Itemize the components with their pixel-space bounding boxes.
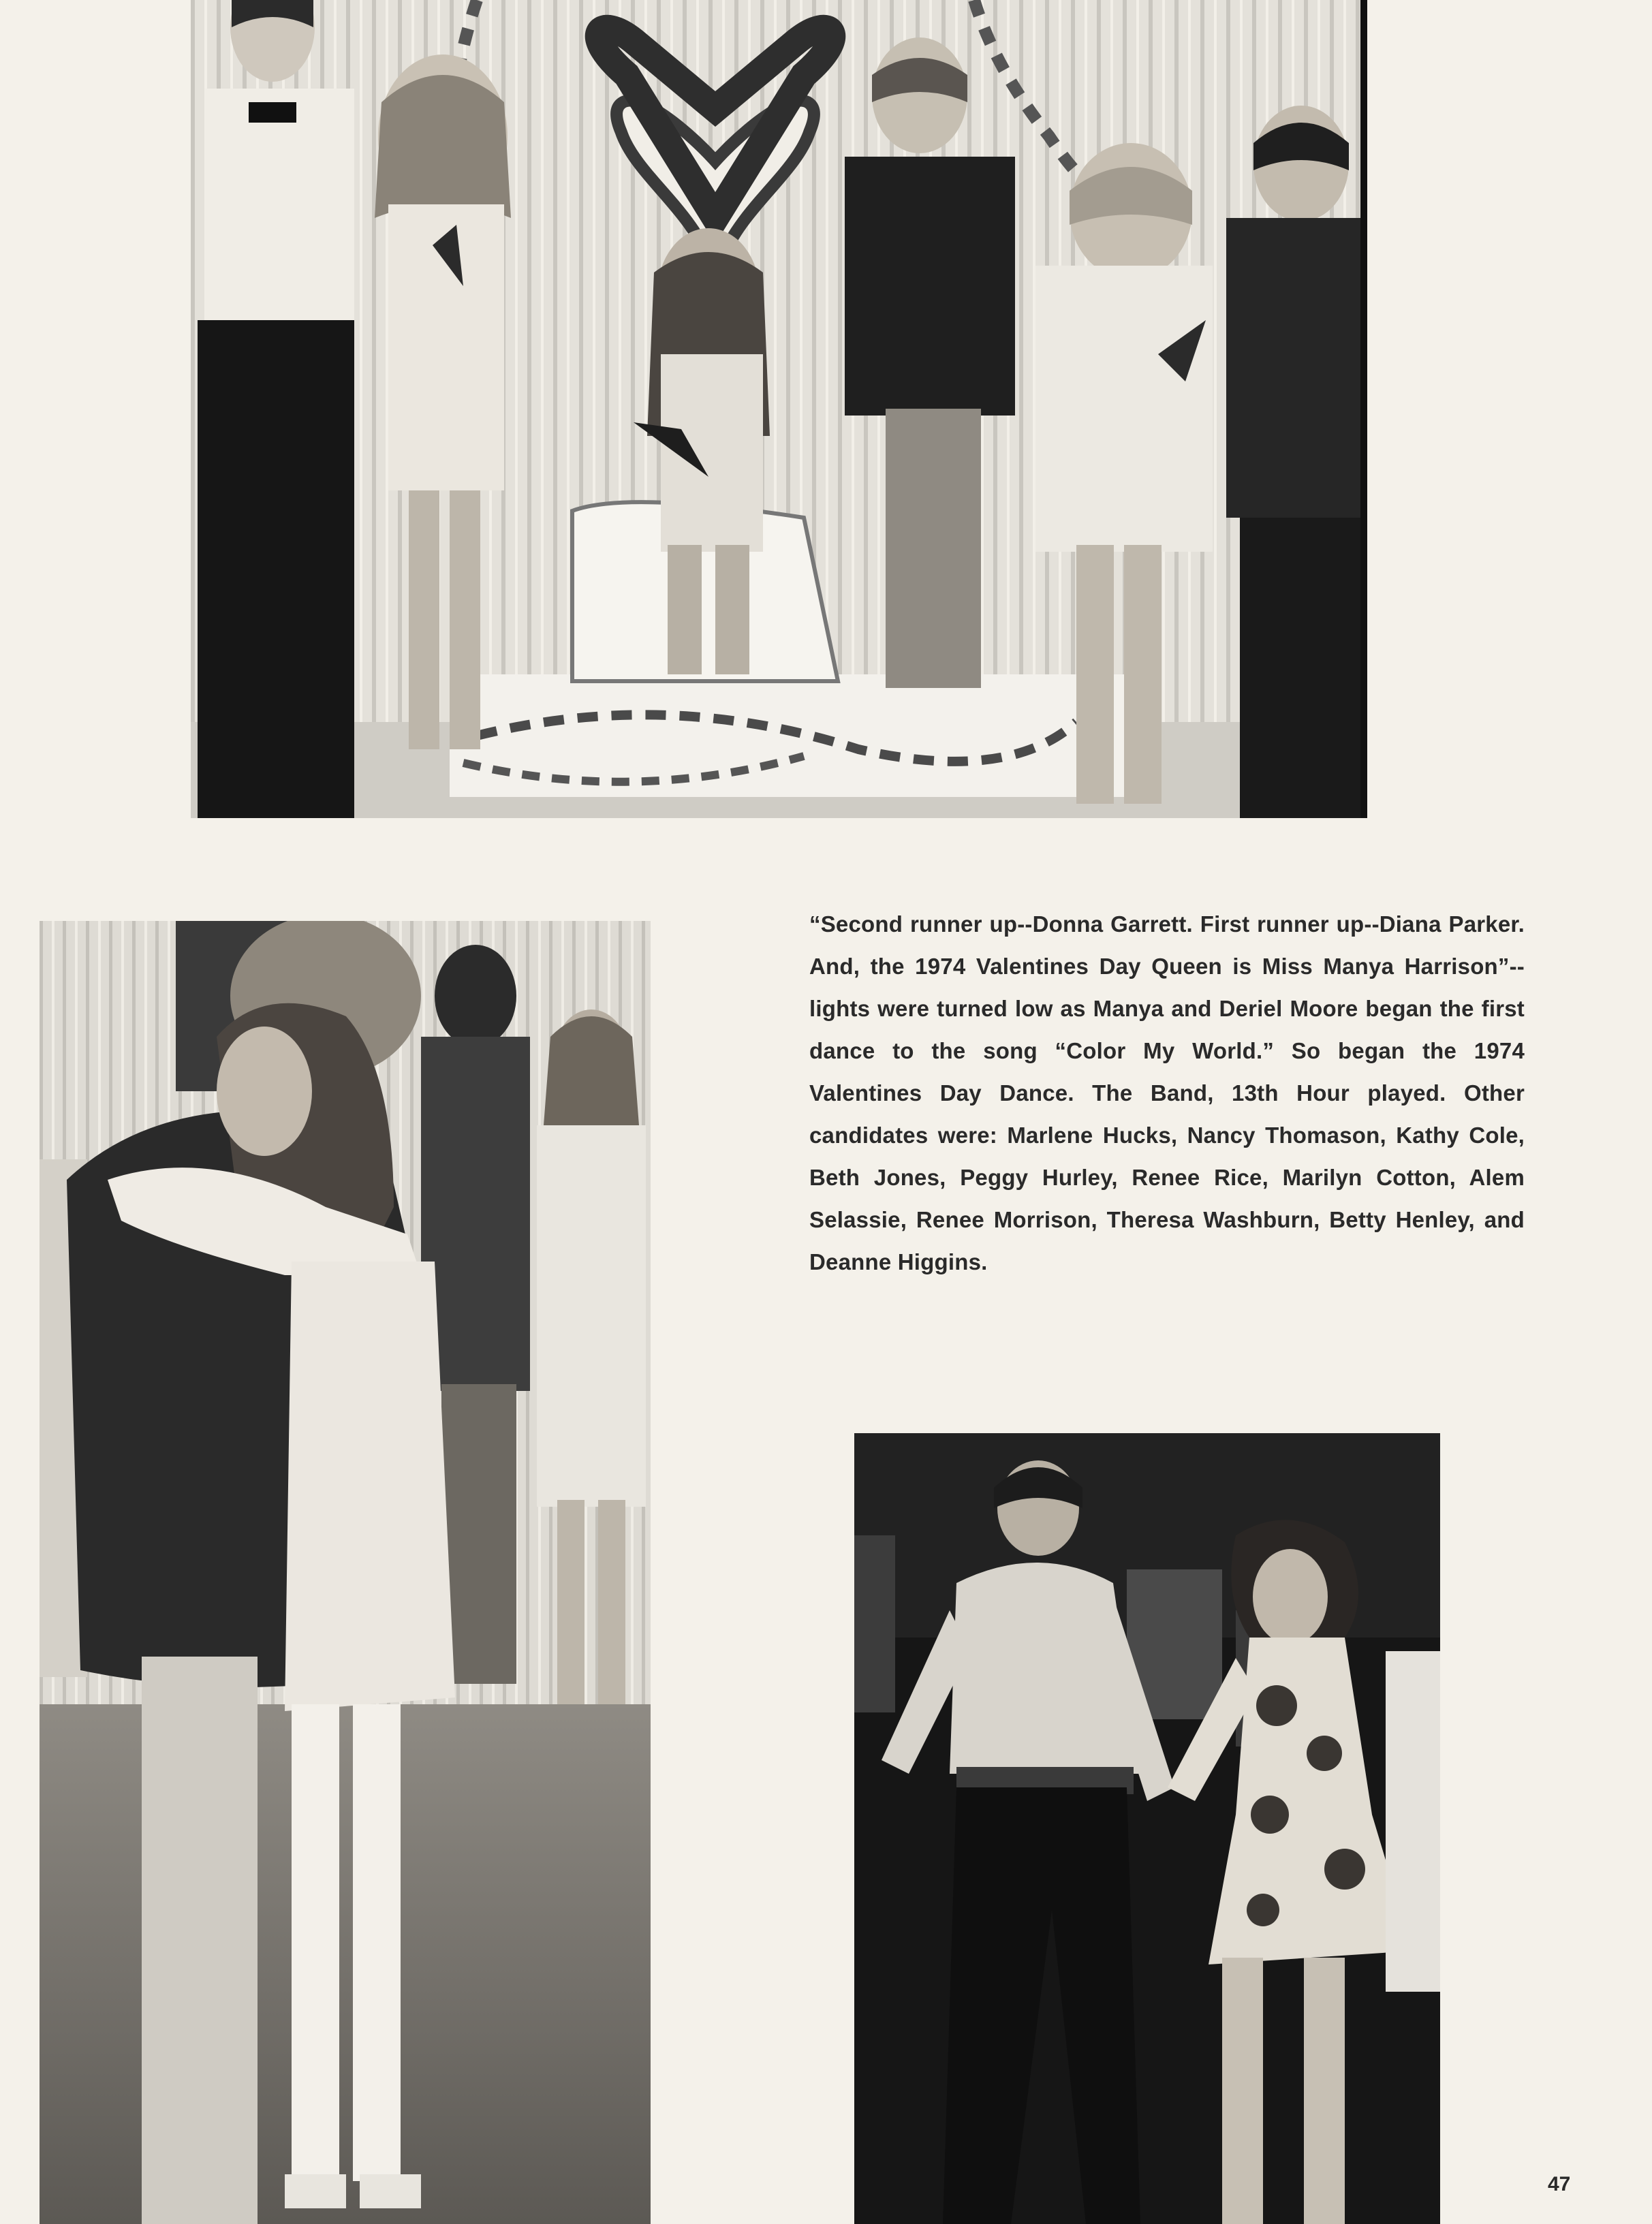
coronation-photo-image xyxy=(191,0,1367,818)
slow-dance-photo-image xyxy=(40,921,651,2224)
caption-text: “Second runner up--Donna Garrett. First runner up--Diana Parker. And, the 1974 Valentines Day Queen is Miss Manya Harrison”--lights were turned low as Manya and Deriel Moore began the first dance to the song “Color My World.” So began the 1974 Valentines Day Dance. The Band, 13th Hour played. Other candidates were: Marlene Hucks, Nancy Thomason, Kathy Cole, Beth Jones, Peggy Hurley, Renee Rice, Marilyn Cotton, Alem Selassie, Renee Morrison, Theresa Washburn, Betty Henley, and Deanne Higgins. xyxy=(809,911,1525,1274)
fast-dance-photo xyxy=(854,1433,1440,2224)
slow-dance-photo xyxy=(40,921,651,2224)
coronation-photo xyxy=(191,0,1367,818)
fast-dance-photo-image xyxy=(854,1433,1440,2224)
page-number: 47 xyxy=(1548,2173,1571,2195)
